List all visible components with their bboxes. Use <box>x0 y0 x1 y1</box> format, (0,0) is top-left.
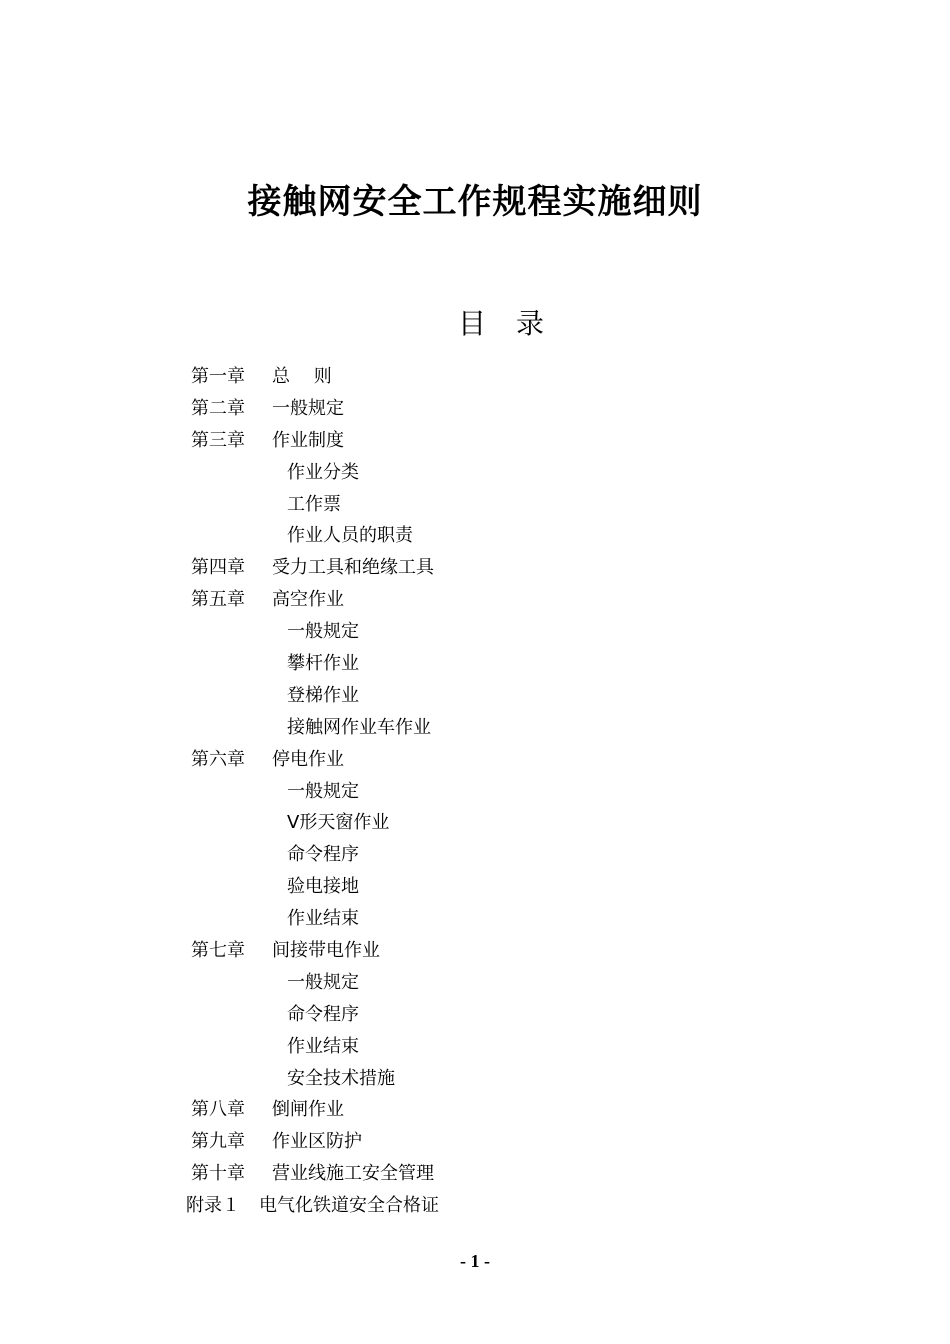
toc-section-entry <box>0 999 950 1031</box>
toc-chapter-number: 第四章 <box>191 557 245 579</box>
toc-chapter-number: 第八章 <box>191 1099 245 1121</box>
toc-section-entry <box>0 520 950 552</box>
toc-chapter-number: 第三章 <box>191 429 245 451</box>
toc-chapter-title: 电气化铁道安全合格证 <box>259 1195 439 1217</box>
toc-section-entry <box>0 616 950 648</box>
toc-chapter-entry <box>0 361 950 393</box>
toc-chapter-entry <box>0 425 950 457</box>
toc-chapter-number: 第十章 <box>191 1163 245 1185</box>
toc-section-title: 一般规定 <box>287 621 359 643</box>
toc-chapter-entry <box>0 1094 950 1126</box>
toc-section-entry <box>0 648 950 680</box>
toc-section-entry <box>0 489 950 521</box>
toc-section-entry <box>0 871 950 903</box>
toc-section-entry <box>0 712 950 744</box>
toc-chapter-number: 第七章 <box>191 940 245 962</box>
toc-chapter-number: 附录１ <box>186 1195 240 1217</box>
toc-section-title: V形天窗作业 <box>287 812 390 834</box>
toc-section-title: 作业分类 <box>287 461 359 483</box>
toc-heading <box>0 304 950 344</box>
toc-chapter-title: 一般规定 <box>272 397 344 419</box>
toc-section-title: 命令程序 <box>287 1003 359 1025</box>
toc-chapter-title: 停电作业 <box>272 748 344 770</box>
toc-appendix-entry <box>0 1190 950 1222</box>
toc-section-entry <box>0 903 950 935</box>
toc-chapter-number: 第六章 <box>191 748 245 770</box>
toc-chapter-title: 间接带电作业 <box>272 940 380 962</box>
toc-heading-right: 录 <box>516 307 545 340</box>
toc-section-entry <box>0 680 950 712</box>
toc-chapter-title: 营业线施工安全管理 <box>272 1163 434 1185</box>
toc-chapter-title: 受力工具和绝缘工具 <box>272 557 434 579</box>
toc-chapter-entry <box>0 393 950 425</box>
toc-chapter-title: 总 则 <box>272 366 332 387</box>
toc-section-title: 一般规定 <box>287 780 359 802</box>
toc-section-title: 作业结束 <box>287 908 359 930</box>
toc-section-title: 一般规定 <box>287 971 359 993</box>
toc-section-title: 接触网作业车作业 <box>287 716 431 738</box>
toc-chapter-title: 作业制度 <box>272 429 344 451</box>
toc-section-entry <box>0 776 950 808</box>
toc-chapter-title: 高空作业 <box>272 589 344 611</box>
toc-chapter-entry <box>0 935 950 967</box>
toc-chapter-entry <box>0 552 950 584</box>
toc-chapter-number: 第五章 <box>191 589 245 611</box>
toc-section-title: 工作票 <box>287 493 341 515</box>
toc-chapter-entry <box>0 1158 950 1190</box>
toc-section-title: 登梯作业 <box>287 684 359 706</box>
toc-section-entry <box>0 839 950 871</box>
toc-chapter-number: 第一章 <box>191 366 245 387</box>
toc-section-entry <box>0 1063 950 1095</box>
toc-chapter-entry <box>0 1126 950 1158</box>
toc-section-title: 作业结束 <box>287 1035 359 1057</box>
toc-chapter-entry <box>0 744 950 776</box>
toc-section-title: 命令程序 <box>287 844 359 866</box>
page-number: - 1 - <box>460 1251 490 1271</box>
toc-section-title: 安全技术措施 <box>287 1067 395 1089</box>
toc-section-title: 作业人员的职责 <box>287 525 413 547</box>
toc-chapter-title: 作业区防护 <box>272 1131 362 1153</box>
toc-section-entry <box>0 1031 950 1063</box>
toc-chapter-title: 倒闸作业 <box>272 1099 344 1121</box>
toc-chapter-entry <box>0 584 950 616</box>
toc-section-entry <box>0 807 950 839</box>
toc-section-title: 攀杆作业 <box>287 653 359 675</box>
toc-chapter-number: 第二章 <box>191 397 245 419</box>
document-title: 接触网安全工作规程实施细则 <box>247 182 703 222</box>
table-of-contents <box>0 361 950 1222</box>
toc-section-title: 验电接地 <box>287 876 359 898</box>
toc-chapter-number: 第九章 <box>191 1131 245 1153</box>
toc-section-entry <box>0 967 950 999</box>
toc-section-entry <box>0 457 950 489</box>
toc-heading-left: 目 <box>457 307 486 340</box>
